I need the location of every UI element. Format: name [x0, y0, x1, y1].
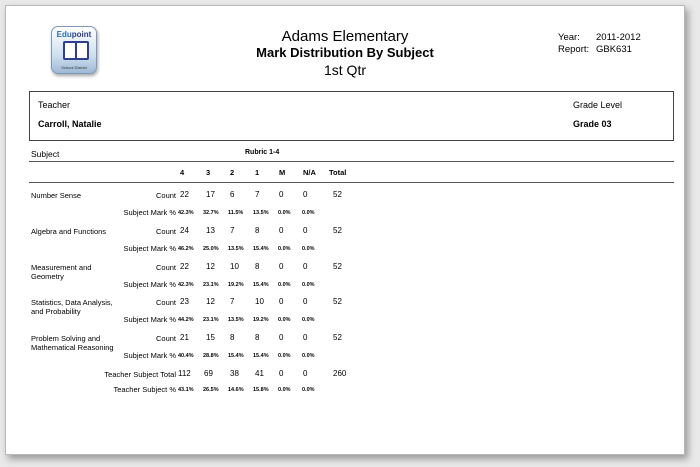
count-cell: 0 — [303, 262, 308, 271]
subject-name: Statistics, Data Analysis, and Probability — [31, 298, 113, 316]
teacher-info-box — [29, 91, 674, 141]
count-cell: 0 — [303, 226, 308, 235]
col-header: 4 — [180, 168, 185, 177]
pct-cell: 13.5% — [228, 317, 244, 323]
pct-cell: 28.8% — [203, 353, 219, 359]
total-pct-cell: 15.8% — [253, 387, 269, 393]
total-count-cell: 260 — [333, 369, 347, 378]
pct-cell: 0.0% — [302, 317, 315, 323]
count-cell: 8 — [255, 226, 260, 235]
count-cell: 24 — [180, 226, 189, 235]
count-cell: 52 — [333, 333, 342, 342]
count-cell: 13 — [206, 226, 215, 235]
pct-cell: 19.2% — [253, 317, 269, 323]
count-label: Count — [155, 298, 176, 307]
subject-name: Algebra and Functions — [31, 227, 107, 236]
pct-cell: 32.7% — [203, 210, 219, 216]
col-header: N/A — [303, 168, 316, 177]
col-header: M — [279, 168, 286, 177]
pct-cell: 13.5% — [228, 246, 244, 252]
count-cell: 7 — [255, 190, 260, 199]
pct-cell: 0.0% — [278, 282, 291, 288]
pct-cell: 0.0% — [302, 246, 315, 252]
count-cell: 8 — [255, 262, 260, 271]
divider-top — [29, 161, 674, 162]
year-value: 2011-2012 — [596, 32, 641, 43]
count-cell: 8 — [255, 333, 260, 342]
count-label: Count — [155, 334, 176, 343]
total-pct-cell: 43.1% — [178, 387, 194, 393]
count-cell: 7 — [230, 226, 235, 235]
total-count-cell: 38 — [230, 369, 239, 378]
pct-cell: 0.0% — [302, 210, 315, 216]
total-count-cell: 0 — [279, 369, 284, 378]
subject-mark-pct-label: Subject Mark % — [123, 280, 176, 289]
pct-cell: 19.2% — [228, 282, 244, 288]
teacher-subject-total-label: Teacher Subject Total — [104, 370, 176, 379]
count-label: Count — [155, 227, 176, 236]
logo-subtitle: School District — [61, 65, 87, 70]
teacher-subject-pct-label: Teacher Subject % — [113, 385, 176, 394]
total-pct-cell: 26.5% — [203, 387, 219, 393]
report-title: Mark Distribution By Subject — [256, 45, 434, 60]
pct-cell: 11.5% — [228, 210, 244, 216]
divider-header — [29, 182, 674, 183]
teacher-name: Carroll, Natalie — [38, 119, 102, 129]
pct-cell: 46.2% — [178, 246, 194, 252]
pct-cell: 15.4% — [253, 353, 269, 359]
pct-cell: 0.0% — [278, 353, 291, 359]
pct-cell: 15.4% — [228, 353, 244, 359]
total-count-cell: 0 — [303, 369, 308, 378]
subject-mark-pct-label: Subject Mark % — [123, 208, 176, 217]
count-cell: 0 — [279, 297, 284, 306]
pct-cell: 42.3% — [178, 210, 194, 216]
count-cell: 15 — [206, 333, 215, 342]
pct-cell: 44.2% — [178, 317, 194, 323]
count-cell: 22 — [180, 262, 189, 271]
count-cell: 0 — [279, 226, 284, 235]
pct-cell: 42.3% — [178, 282, 194, 288]
col-header: 1 — [255, 168, 260, 177]
total-count-cell: 112 — [178, 369, 191, 378]
pct-cell: 15.4% — [253, 246, 269, 252]
pct-cell: 15.4% — [253, 282, 269, 288]
pct-cell: 0.0% — [278, 317, 291, 323]
count-cell: 0 — [279, 333, 284, 342]
subject-name: Measurement and Geometry — [31, 263, 92, 281]
pct-cell: 23.1% — [203, 317, 219, 323]
pct-cell: 25.0% — [203, 246, 219, 252]
grade-value: Grade 03 — [573, 119, 612, 129]
count-cell: 8 — [230, 333, 235, 342]
total-pct-cell: 0.0% — [278, 387, 291, 393]
col-header: 3 — [206, 168, 211, 177]
count-cell: 23 — [180, 297, 189, 306]
count-cell: 21 — [180, 333, 189, 342]
count-cell: 12 — [206, 297, 215, 306]
logo-wordmark: Edupoint — [56, 30, 92, 39]
report-label: Report: — [558, 44, 590, 55]
report-code: GBK631 — [596, 44, 632, 55]
rubric-header: Rubric 1-4 — [245, 149, 280, 156]
report-page — [5, 5, 685, 455]
count-cell: 22 — [180, 190, 189, 199]
grade-level-label: Grade Level — [573, 100, 623, 110]
pct-cell: 0.0% — [302, 353, 315, 359]
count-cell: 17 — [206, 190, 215, 199]
count-cell: 10 — [230, 262, 239, 271]
count-cell: 52 — [333, 190, 342, 199]
count-cell: 52 — [333, 297, 342, 306]
count-label: Count — [155, 263, 176, 272]
subject-mark-pct-label: Subject Mark % — [123, 315, 176, 324]
col-header: Total — [329, 168, 347, 177]
pct-cell: 23.1% — [203, 282, 219, 288]
total-count-cell: 41 — [255, 369, 264, 378]
count-cell: 6 — [230, 190, 235, 199]
count-cell: 0 — [279, 262, 284, 271]
teacher-label: Teacher — [38, 100, 71, 110]
pct-cell: 13.5% — [253, 210, 269, 216]
subject-name: Problem Solving and Mathematical Reasoning — [31, 334, 114, 352]
pct-cell: 0.0% — [278, 246, 291, 252]
count-cell: 52 — [333, 226, 342, 235]
count-label: Count — [155, 191, 176, 200]
subject-mark-pct-label: Subject Mark % — [123, 351, 176, 360]
count-cell: 0 — [303, 190, 308, 199]
col-header: 2 — [230, 168, 235, 177]
count-cell: 12 — [206, 262, 215, 271]
count-cell: 0 — [279, 190, 284, 199]
school-name: Adams Elementary — [281, 28, 409, 45]
count-cell: 52 — [333, 262, 342, 271]
count-cell: 7 — [230, 297, 235, 306]
pct-cell: 40.4% — [178, 353, 194, 359]
total-pct-cell: 14.6% — [228, 387, 244, 393]
year-label: Year: — [558, 32, 580, 43]
subject-mark-pct-label: Subject Mark % — [123, 244, 176, 253]
count-cell: 0 — [303, 297, 308, 306]
count-cell: 0 — [303, 333, 308, 342]
report-period: 1st Qtr — [323, 62, 366, 78]
count-cell: 10 — [255, 297, 264, 306]
pct-cell: 0.0% — [302, 282, 315, 288]
subject-name: Number Sense — [31, 191, 82, 200]
subject-header: Subject — [31, 149, 60, 159]
total-pct-cell: 0.0% — [302, 387, 315, 393]
pct-cell: 0.0% — [278, 210, 291, 216]
total-count-cell: 69 — [204, 369, 213, 378]
